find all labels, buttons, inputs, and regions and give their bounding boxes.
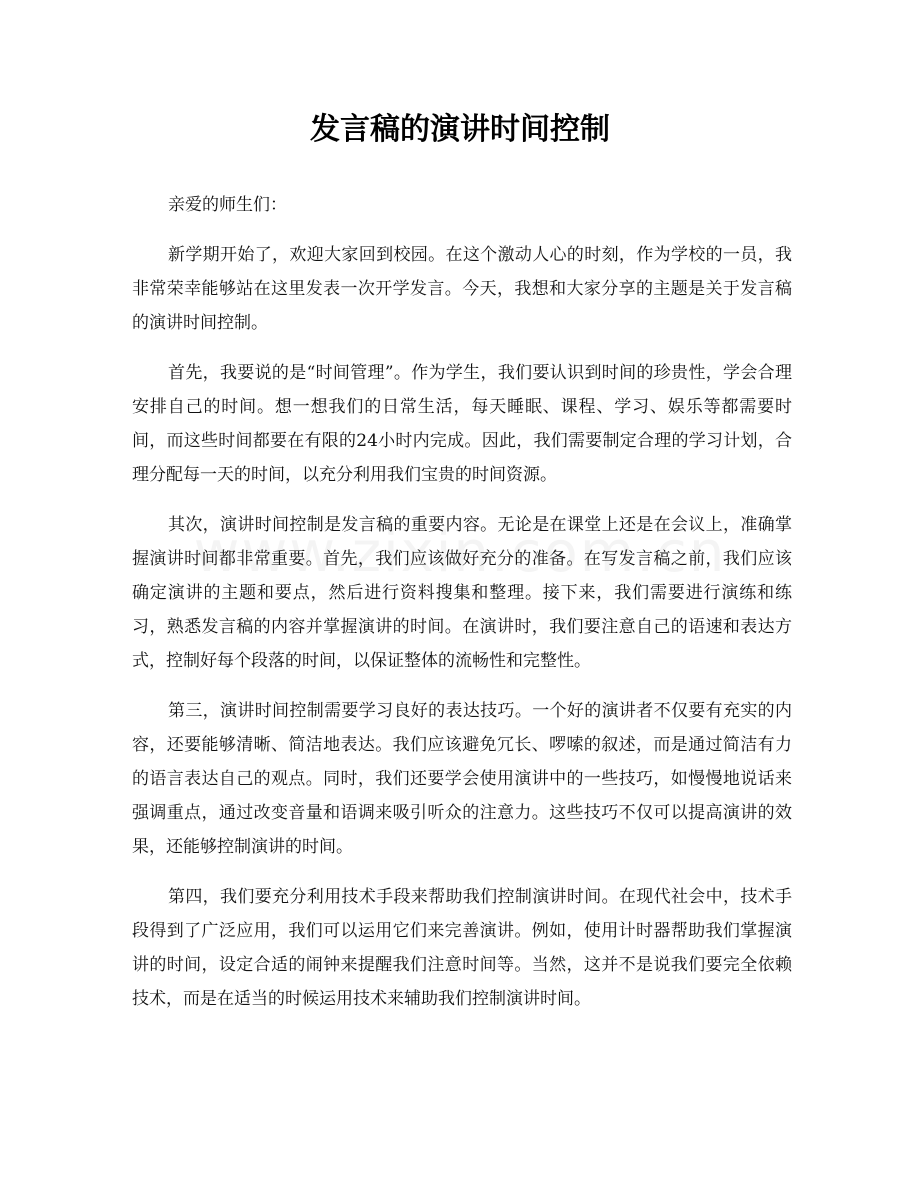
paragraph-third-point: 第三，演讲时间控制需要学习良好的表达技巧。一个好的演讲者不仅要有充实的内容，还要能够清晰、简洁地表达。我们应该避免冗长、啰嗦的叙述，而是通过简洁有力的语言表达自己的观点。同时，我们还要学会使用演讲中的一些技巧，如慢慢地说话来强调重点，通过改变音量和语调来吸引听众的注意力。这些技巧不仅可以提高演讲的效果，还能够控制演讲的时间。 [132,701,792,857]
paragraph-intro: 新学期开始了，欢迎大家回到校园。在这个激动人心的时刻，作为学校的一员，我非常荣幸能够站在这里发表一次开学发言。今天，我想和大家分享的主题是关于发言稿的演讲时间控制。 [132,245,792,333]
document-title: 发言稿的演讲时间控制 [310,112,610,147]
paragraph-second-point: 其次，演讲时间控制是发言稿的重要内容。无论是在课堂上还是在会议上，准确掌握演讲时间都非常重要。首先，我们应该做好充分的准备。在写发言稿之前，我们应该确定演讲的主题和要点，然后进行资料搜集和整理。接下来，我们需要进行演练和练习，熟悉发言稿的内容并掌握演讲的时间。在演讲时，我们要注意自己的语速和表达方式，控制好每个段落的时间，以保证整体的流畅性和完整性。 [132,515,792,671]
paragraph-first-point: 首先，我要说的是“时间管理”。作为学生，我们要认识到时间的珍贵性，学会合理安排自己的时间。想一想我们的日常生活，每天睡眠、课程、学习、娱乐等都需要时间，而这些时间都要在有限的24小时内完成。因此，我们需要制定合理的学习计划，合理分配每一天的时间，以充分利用我们宝贵的时间资源。 [132,363,792,485]
paragraph-fourth-point: 第四，我们要充分利用技术手段来帮助我们控制演讲时间。在现代社会中，技术手段得到了广泛应用，我们可以运用它们来完善演讲。例如，使用计时器帮助我们掌握演讲的时间，设定合适的闹钟来提醒我们注意时间等。当然，这并不是说我们要完全依赖技术，而是在适当的时候运用技术来辅助我们控制演讲时间。 [132,887,792,1009]
paragraph-greeting: 亲爱的师生们： [168,195,287,215]
document-body [132,188,792,1032]
